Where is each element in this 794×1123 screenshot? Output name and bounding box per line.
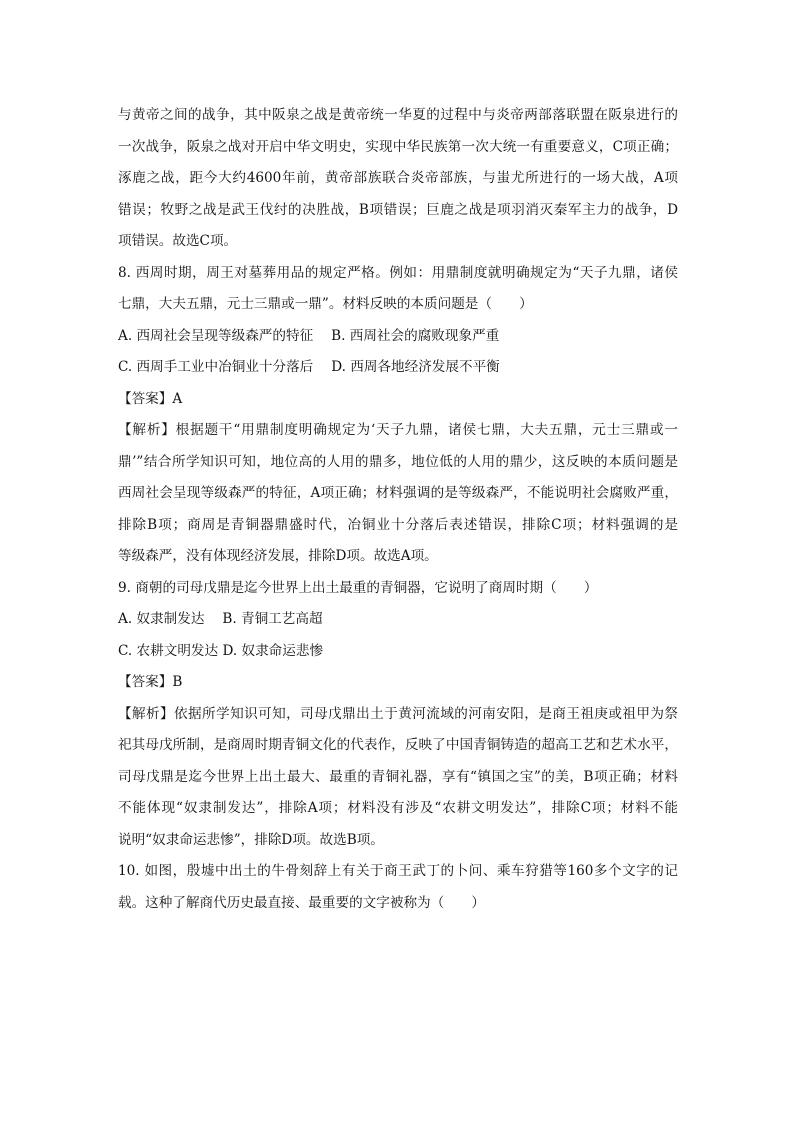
text-line: 【答案】B — [118, 674, 183, 690]
text-line: 10. 如图，殷墟中出土的牛骨刻辞上有关于商王武丁的卜问、乘车狩猎等160多个文字的记 — [118, 863, 678, 879]
text-line: 与黄帝之间的战争，其中阪泉之战是黄帝统一华夏的过程中与炎帝两部落联盟在阪泉进行的 — [118, 107, 678, 123]
text-line: 祀其母戊所制，是商周时期青铜文化的代表作，反映了中国青铜铸造的超高工艺和艺术水平， — [118, 737, 678, 753]
text-line: 排除B项；商周是青铜器鼎盛时代，冶铜业十分落后表述错误，排除C项；材料强调的是 — [118, 516, 678, 533]
text-line: 西周社会呈现等级森严的特征，A项正确；材料强调的是等级森严，不能说明社会腐败严重， — [118, 485, 678, 501]
text-line: 等级森严，没有体现经济发展，排除D项。故选A项。 — [118, 548, 438, 564]
text-line: 鼎’”结合所学知识可知，地位高的人用的鼎多，地位低的人用的鼎少，这反映的本质问题是 — [118, 453, 678, 470]
text-line: 【解析】根据题干“用鼎制度明确规定为‘天子九鼎，诸侯七鼎，大夫五鼎，元士三鼎或一 — [118, 422, 678, 438]
text-line: 错误；牧野之战是武王伐纣的决胜战，B项错误；巨鹿之战是项羽消灭秦军主力的战争，D — [118, 201, 678, 218]
text-line: 【答案】A — [118, 390, 183, 407]
text-line: 项错误。故选C项。 — [118, 233, 238, 249]
page-content — [118, 100, 678, 919]
text-line: 涿鹿之战，距今大约4600年前，黄帝部族联合炎帝部族，与蚩尤所进行的一场大战，A项 — [118, 170, 678, 186]
text-line: 【解析】依据所学知识可知，司母戊鼎出土于黄河流域的河南安阳，是商王祖庚或祖甲为祭 — [118, 705, 678, 722]
text-line: C. 西周手工业中冶铜业十分落后 D. 西周各地经济发展不平衡 — [118, 359, 500, 375]
text-line: A. 奴隶制发达 B. 青铜工艺高超 — [118, 611, 323, 627]
text-line: 不能体现“奴隶制发达”，排除A项；材料没有涉及“农耕文明发达”，排除C项；材料不能 — [118, 800, 678, 816]
text-line: C. 农耕文明发达 D. 奴隶命运悲惨 — [118, 642, 324, 659]
text-line: 七鼎，大夫五鼎，元士三鼎或一鼎”。材料反映的本质问题是（ ） — [118, 296, 533, 312]
text-line: A. 西周社会呈现等级森严的特征 B. 西周社会的腐败现象严重 — [118, 327, 500, 344]
text-line: 一次战争，阪泉之战对开启中华文明史，实现中华民族第一次大统一有重要意义，C项正确； — [118, 138, 678, 155]
text-line: 8. 西周时期，周王对墓葬用品的规定严格。例如：用鼎制度就明确规定为“天子九鼎，诸侯 — [118, 264, 678, 281]
text-line: 载。这种了解商代历史最直接、最重要的文字被称为（ ） — [118, 894, 486, 911]
text-line: 说明“奴隶命运悲惨”，排除D项。故选B项。 — [118, 831, 384, 848]
text-line: 司母戊鼎是迄今世界上出土最大、最重的青铜礼器，享有“镇国之宝”的美，B项正确；材料 — [118, 768, 678, 785]
text-line: 9. 商朝的司母戊鼎是迄今世界上出土最重的青铜器，它说明了商周时期（ ） — [118, 579, 598, 596]
